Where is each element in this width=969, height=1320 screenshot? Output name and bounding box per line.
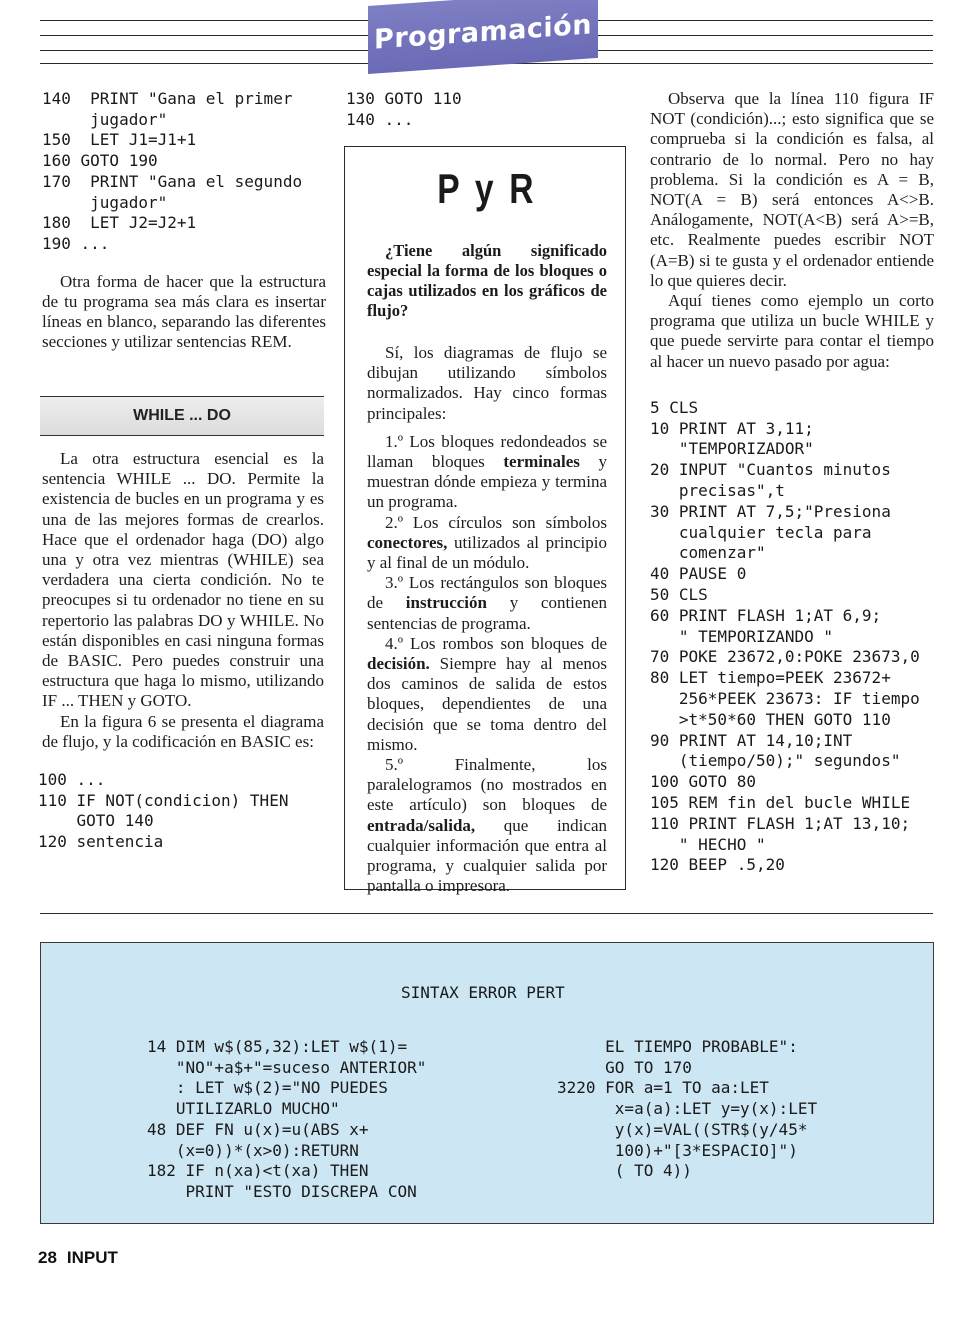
paragraph: Otra forma de hacer que la estructura de tu programa sea más clara es insertar líneas en blanco, separando las diferentes secciones y utilizar sentencias REM. bbox=[42, 271, 326, 352]
page-number: 28 bbox=[38, 1248, 57, 1267]
qa-list-item bbox=[367, 573, 607, 634]
qa-item-text: utilizados al principio y al final de un módulo. bbox=[367, 532, 607, 573]
qa-list-item bbox=[367, 755, 607, 896]
qa-item-text: y contienen sentencias de programa. bbox=[367, 593, 607, 633]
section-heading: WHILE ... DO bbox=[40, 396, 324, 436]
paragraph: Aquí tienes como ejemplo un corto programa que utiliza un bucle WHILE y que puede servirte para contar el tiempo al hacer un nuevo pasado por agua: bbox=[650, 291, 934, 371]
qa-item-term: decisión. bbox=[367, 654, 430, 674]
section-divider bbox=[40, 913, 933, 914]
paragraph: En la figura 6 se presenta el diagrama de flujo, y la codificación en BASIC es: bbox=[42, 711, 324, 751]
qa-title: P y R bbox=[437, 165, 537, 212]
section-banner-label: Programación bbox=[374, 8, 592, 56]
qa-list-item bbox=[367, 432, 607, 513]
qa-item-text: que indican cualquier información que entra al programa, y cualquier salida por pantalla o impresora. bbox=[367, 815, 607, 896]
paragraph: La otra estructura esencial es la sentencia WHILE ... DO. Permite la existencia de bucles en un programa y es una de las mejores formas de crearlos. Hace que el ordenador haga (DO) algo una y otra vez mientras (WHILE) sea verdadera una cierta condición. No te preocupes si tu ordenador no tiene en su repertorio las palabras DO y WHILE. No están disponibles en casi ninguna formas de BASIC. Pero puedes construir una estructura que haga lo mismo, utilizando IF ... THEN y GOTO. bbox=[42, 449, 324, 711]
qa-item-text: 2.º Los círculos son símbolos bbox=[385, 512, 607, 532]
qa-item-text: Siempre hay al menos dos caminos de salida de estos bloques, dependientes de una decisión que se toma dentro del mismo. bbox=[367, 654, 607, 754]
code-listing: 130 GOTO 110 140 ... bbox=[346, 89, 462, 129]
code-listing: 100 ... 110 IF NOT(condicion) THEN GOTO 140 120 sentencia bbox=[38, 770, 289, 852]
right-column bbox=[650, 89, 934, 876]
code-listing: 5 CLS 10 PRINT AT 3,11; "TEMPORIZADOR" 20 INPUT "Cuantos minutos precisas",t 30 PRINT AT 7,5;"Presiona cualquier tecla para comenzar" 40 PAUSE 0 50 CLS 60 PRINT FLASH 1;AT 6,9; " TEMPORIZANDO " 70 POKE 23672,0:POKE 23673,0 80 LET tiempo=PEEK 23672+ 256*PEEK 23673: IF tiempo >t*50*60 THEN GOTO 110 90 PRINT AT 14,10;INT (tiempo/50);" segundos" 100 GOTO 80 105 REM fin del bucle WHILE 110 PRINT FLASH 1;AT 13,10; " HECHO " 120 BEEP .5,20 bbox=[650, 397, 920, 875]
code-listing: 140 PRINT "Gana el primer jugador" 150 LET J1=J1+1 160 GOTO 190 170 PRINT "Gana el segundo jugador" 180 LET J2=J2+1 190 ... bbox=[42, 89, 303, 253]
qa-item-text: 5.º Finalmente, los paralelogramos (no mostrados en este artículo) son bloques de bbox=[367, 755, 607, 815]
page-footer bbox=[38, 1248, 118, 1268]
qa-question: ¿Tiene algún significado especial la forma de los bloques o cajas utilizados en los gráficos de flujo? bbox=[367, 241, 607, 320]
listing-box bbox=[40, 942, 934, 1224]
qa-list-item bbox=[367, 513, 607, 574]
qa-items bbox=[367, 432, 607, 897]
qa-answer: Sí, los diagramas de flujo se dibujan utilizando símbolos normalizados. Hay cinco formas principales: bbox=[367, 343, 607, 423]
qa-list-item bbox=[367, 634, 607, 755]
left-column-lower bbox=[38, 449, 324, 853]
left-column bbox=[42, 89, 326, 352]
qa-box bbox=[344, 146, 626, 896]
listing-code-right: EL TIEMPO PROBABLE": GO TO 170 3220 FOR a=1 TO aa:LET x=a(a):LET y=y(x):LET y(x)=VAL((STR$(y/45* 100)+"[3*ESPACIO]") ( TO 4)) bbox=[557, 1037, 818, 1181]
qa-item-text: y muestran dónde empieza y termina un programa. bbox=[367, 452, 607, 512]
qa-item-term: instrucción bbox=[405, 593, 487, 613]
listing-code-left: 14 DIM w$(85,32):LET w$(1)= "NO"+a$+"=suceso ANTERIOR" : LET w$(2)="NO PUEDES UTILIZARLO MUCHO" 48 DEF FN u(x)=u(ABS x+ (x=0))*(x>0):RETURN 182 IF n(xa)<t(xa) THEN PRINT "ESTO DISCREPA CON bbox=[147, 1037, 427, 1201]
qa-item-text: 4.º Los rombos son bloques de bbox=[385, 633, 607, 653]
magazine-name: INPUT bbox=[66, 1248, 118, 1267]
qa-item-term: entrada/salida, bbox=[367, 815, 476, 835]
qa-item-term: terminales bbox=[503, 452, 580, 472]
qa-item-text: 3.º Los rectángulos son bloques de bbox=[367, 573, 607, 613]
listing-title: SINTAX ERROR PERT bbox=[401, 983, 565, 1002]
qa-item-text: 1.º Los bloques redondeados se llaman bloques bbox=[367, 431, 607, 472]
paragraph: Observa que la línea 110 figura IF NOT (condición)...; esto significa que se comprueba si la condición es falsa, al contrario de lo normal. Pero no hay problema. Si la condición es A = B, NOT(A = B) será entonces A<>B. Análogamente, NOT(A<B) será A>=B, etc. Realmente puedes escribir NOT (A=B) si te gusta y el ordenador entiende lo que quieres decir. bbox=[650, 89, 934, 290]
qa-item-term: conectores, bbox=[367, 532, 448, 552]
middle-column bbox=[346, 89, 626, 130]
